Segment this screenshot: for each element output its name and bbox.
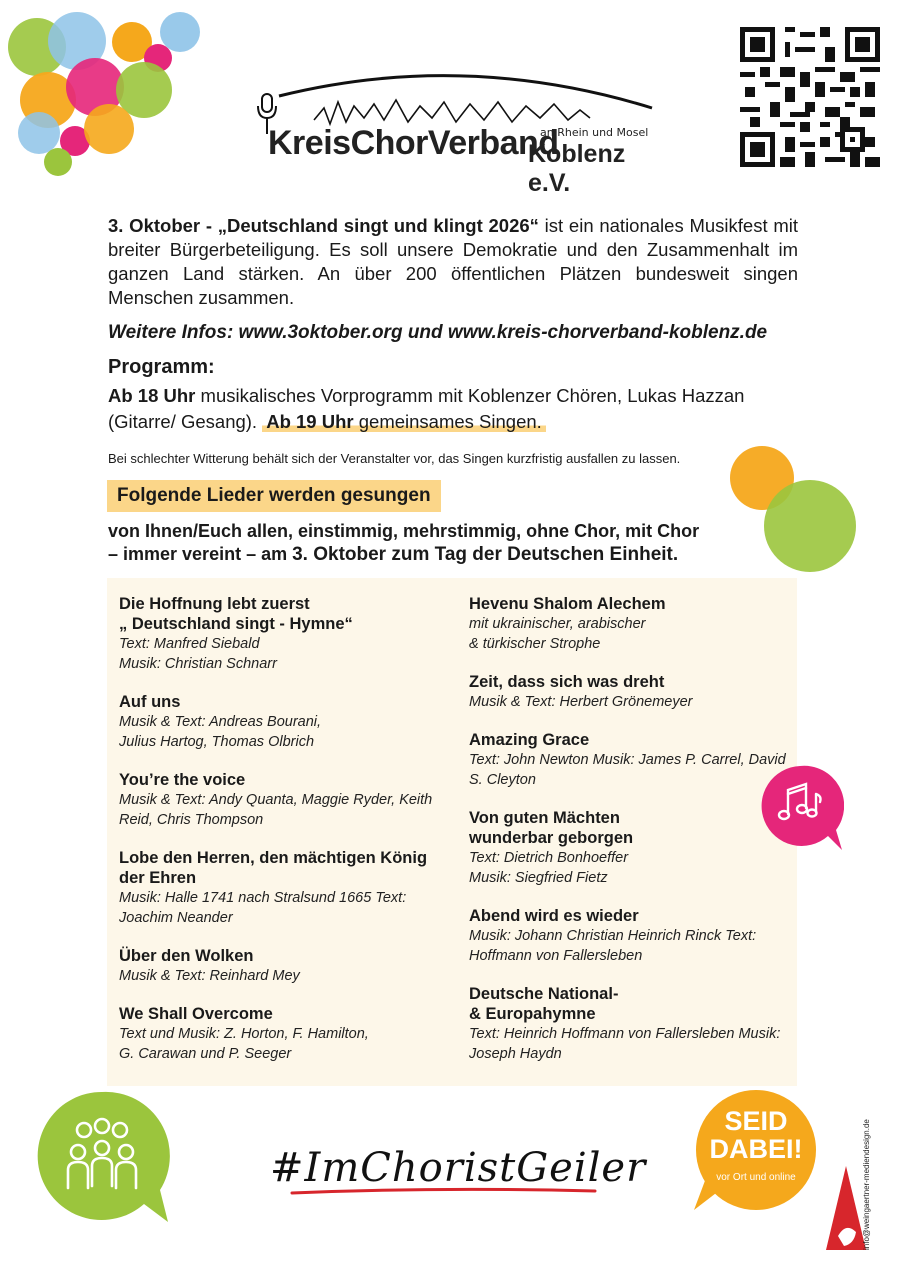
song-credits: Musik: Johann Christian Heinrich Rinck Text: Hoffmann von Fallersleben [469,928,757,964]
intro-lead: 3. Oktober - „Deutschland singt und klingt 2026“ [108,215,539,236]
invite-line-2b: 3. Oktober zum Tag der Deutschen Einheit. [292,544,679,565]
song-item [119,1004,439,1064]
hashtag: #ImChoristGeiler [270,1145,647,1191]
song-item [469,594,789,654]
song-title: Zeit, dass sich was dreht [469,673,665,691]
song-title: Über den Wolken [119,947,254,965]
intro-text: ist ein nationales Musikfest mit breiter Bürgerbeteiligung. Es soll unsere Demokratie und den Zusammenhalt im ganzen Land stärken. An über 200 öffentlichen Plätzen bundesweit singen Menschen zusammen. [108,215,798,308]
music-notes-icon [756,764,844,852]
programm-time-18: Ab 18 Uhr [108,385,196,406]
invite-line-2a: – immer vereint – am [108,544,293,564]
song-credits: Text und Musik: Z. Horton, F. Hamilton, G. Carawan und P. Seeger [119,1026,369,1062]
programm-heading: Programm: [108,356,215,378]
song-title: Auf uns [119,693,181,711]
song-credits: Musik: Halle 1741 nach Stralsund 1665 Text: Joachim Neander [119,890,407,926]
song-item [119,848,439,928]
song-credits: Text: Heinrich Hoffmann von Fallersleben Musik: Joseph Haydn [469,1026,781,1062]
seid-bubble-tail [692,1178,722,1212]
seid-line-2: DABEI! [709,1134,803,1164]
song-title: Amazing Grace [469,731,590,749]
seid-line-1: SEID [724,1106,788,1136]
bubble [84,104,134,154]
song-credits: Text: Dietrich Bonhoeffer Musik: Siegfried Fietz [469,850,629,886]
song-credits: Text: Manfred Siebald Musik: Christian Schnarr [119,636,277,672]
logo-wave-graphic [274,68,654,128]
song-item [119,692,439,752]
song-credits: Musik & Text: Andreas Bourani, Julius Hartog, Thomas Olbrich [119,714,322,750]
song-title: Deutsche National- & Europahymne [469,985,619,1023]
hashtag-underline [290,1185,600,1199]
invite-line-1: von Ihnen/Euch allen, einstimmig, mehrstimmig, ohne Chor, mit Chor [108,521,700,541]
song-item [469,906,789,966]
song-item [469,672,789,712]
logo-verband: Verband [427,124,559,162]
song-title: Die Hoffnung lebt zuerst „ Deutschland singt - Hymne“ [119,595,353,633]
songs-banner: Folgende Lieder werden gesungen [107,480,441,512]
bubble [44,148,72,176]
logo [250,62,670,197]
logo-city: Koblenz e.V. [528,140,626,197]
song-title: We Shall Overcome [119,1005,273,1023]
song-credits: mit ukrainischer, arabischer & türkischer Strophe [469,616,646,652]
song-title: Lobe den Herren, den mächtigen König der Ehren [119,849,428,887]
programm-text-2: gemeinsames Singen. [353,411,542,432]
invite-line-2 [108,543,748,566]
song-title: Hevenu Shalom Alechem [469,595,666,613]
bubble [160,12,200,52]
song-title: Von guten Mächten wunderbar geborgen [469,809,634,847]
logo-wordmark [268,124,559,163]
song-title: You’re the voice [119,771,246,789]
song-item [119,946,439,986]
intro-paragraph [108,214,798,310]
designer-credit[interactable]: info@weingaertner-mediendesign.de [862,1119,871,1250]
song-credits: Musik & Text: Reinhard Mey [119,968,300,984]
song-item [469,808,789,888]
logo-region: an Rhein und Mosel [540,126,649,139]
song-item [119,594,439,674]
qr-code[interactable] [740,27,880,167]
logo-chor: Chor [350,124,428,162]
logo-kreis: Kreis [268,124,351,162]
song-credits: Musik & Text: Andy Quanta, Maggie Ryder, Keith Reid, Chris Thompson [119,792,433,828]
more-info-links[interactable]: Weitere Infos: www.3oktober.org und www.kreis-chorverband-koblenz.de [108,322,768,343]
song-credits: Musik & Text: Herbert Grönemeyer [469,694,693,710]
songs-column-right [469,594,789,1082]
song-credits: Text: John Newton Musik: James P. Carrel, David S. Cleyton [469,752,786,788]
seid-line-3: vor Ort und online [716,1172,796,1183]
songs-box [107,578,797,1086]
song-item [119,770,439,830]
song-item [469,984,789,1064]
programm-text-1: musikalisches Vorprogramm mit Koblenzer Chören, Lukas Hazzan (Gitarre/ Gesang). [108,385,745,432]
song-item [469,730,789,790]
songs-column-left [119,594,439,1082]
programm-text [108,383,808,435]
people-icon [34,1090,174,1225]
invite-text [108,520,748,566]
programm-highlight [262,411,546,432]
song-title: Abend wird es wieder [469,907,639,925]
weather-note: Bei schlechter Witterung behält sich der Veranstalter vor, das Singen kurzfristig ausfallen zu lassen. [108,451,681,466]
programm-time-19: Ab 19 Uhr [266,411,354,432]
bubble [764,480,856,572]
